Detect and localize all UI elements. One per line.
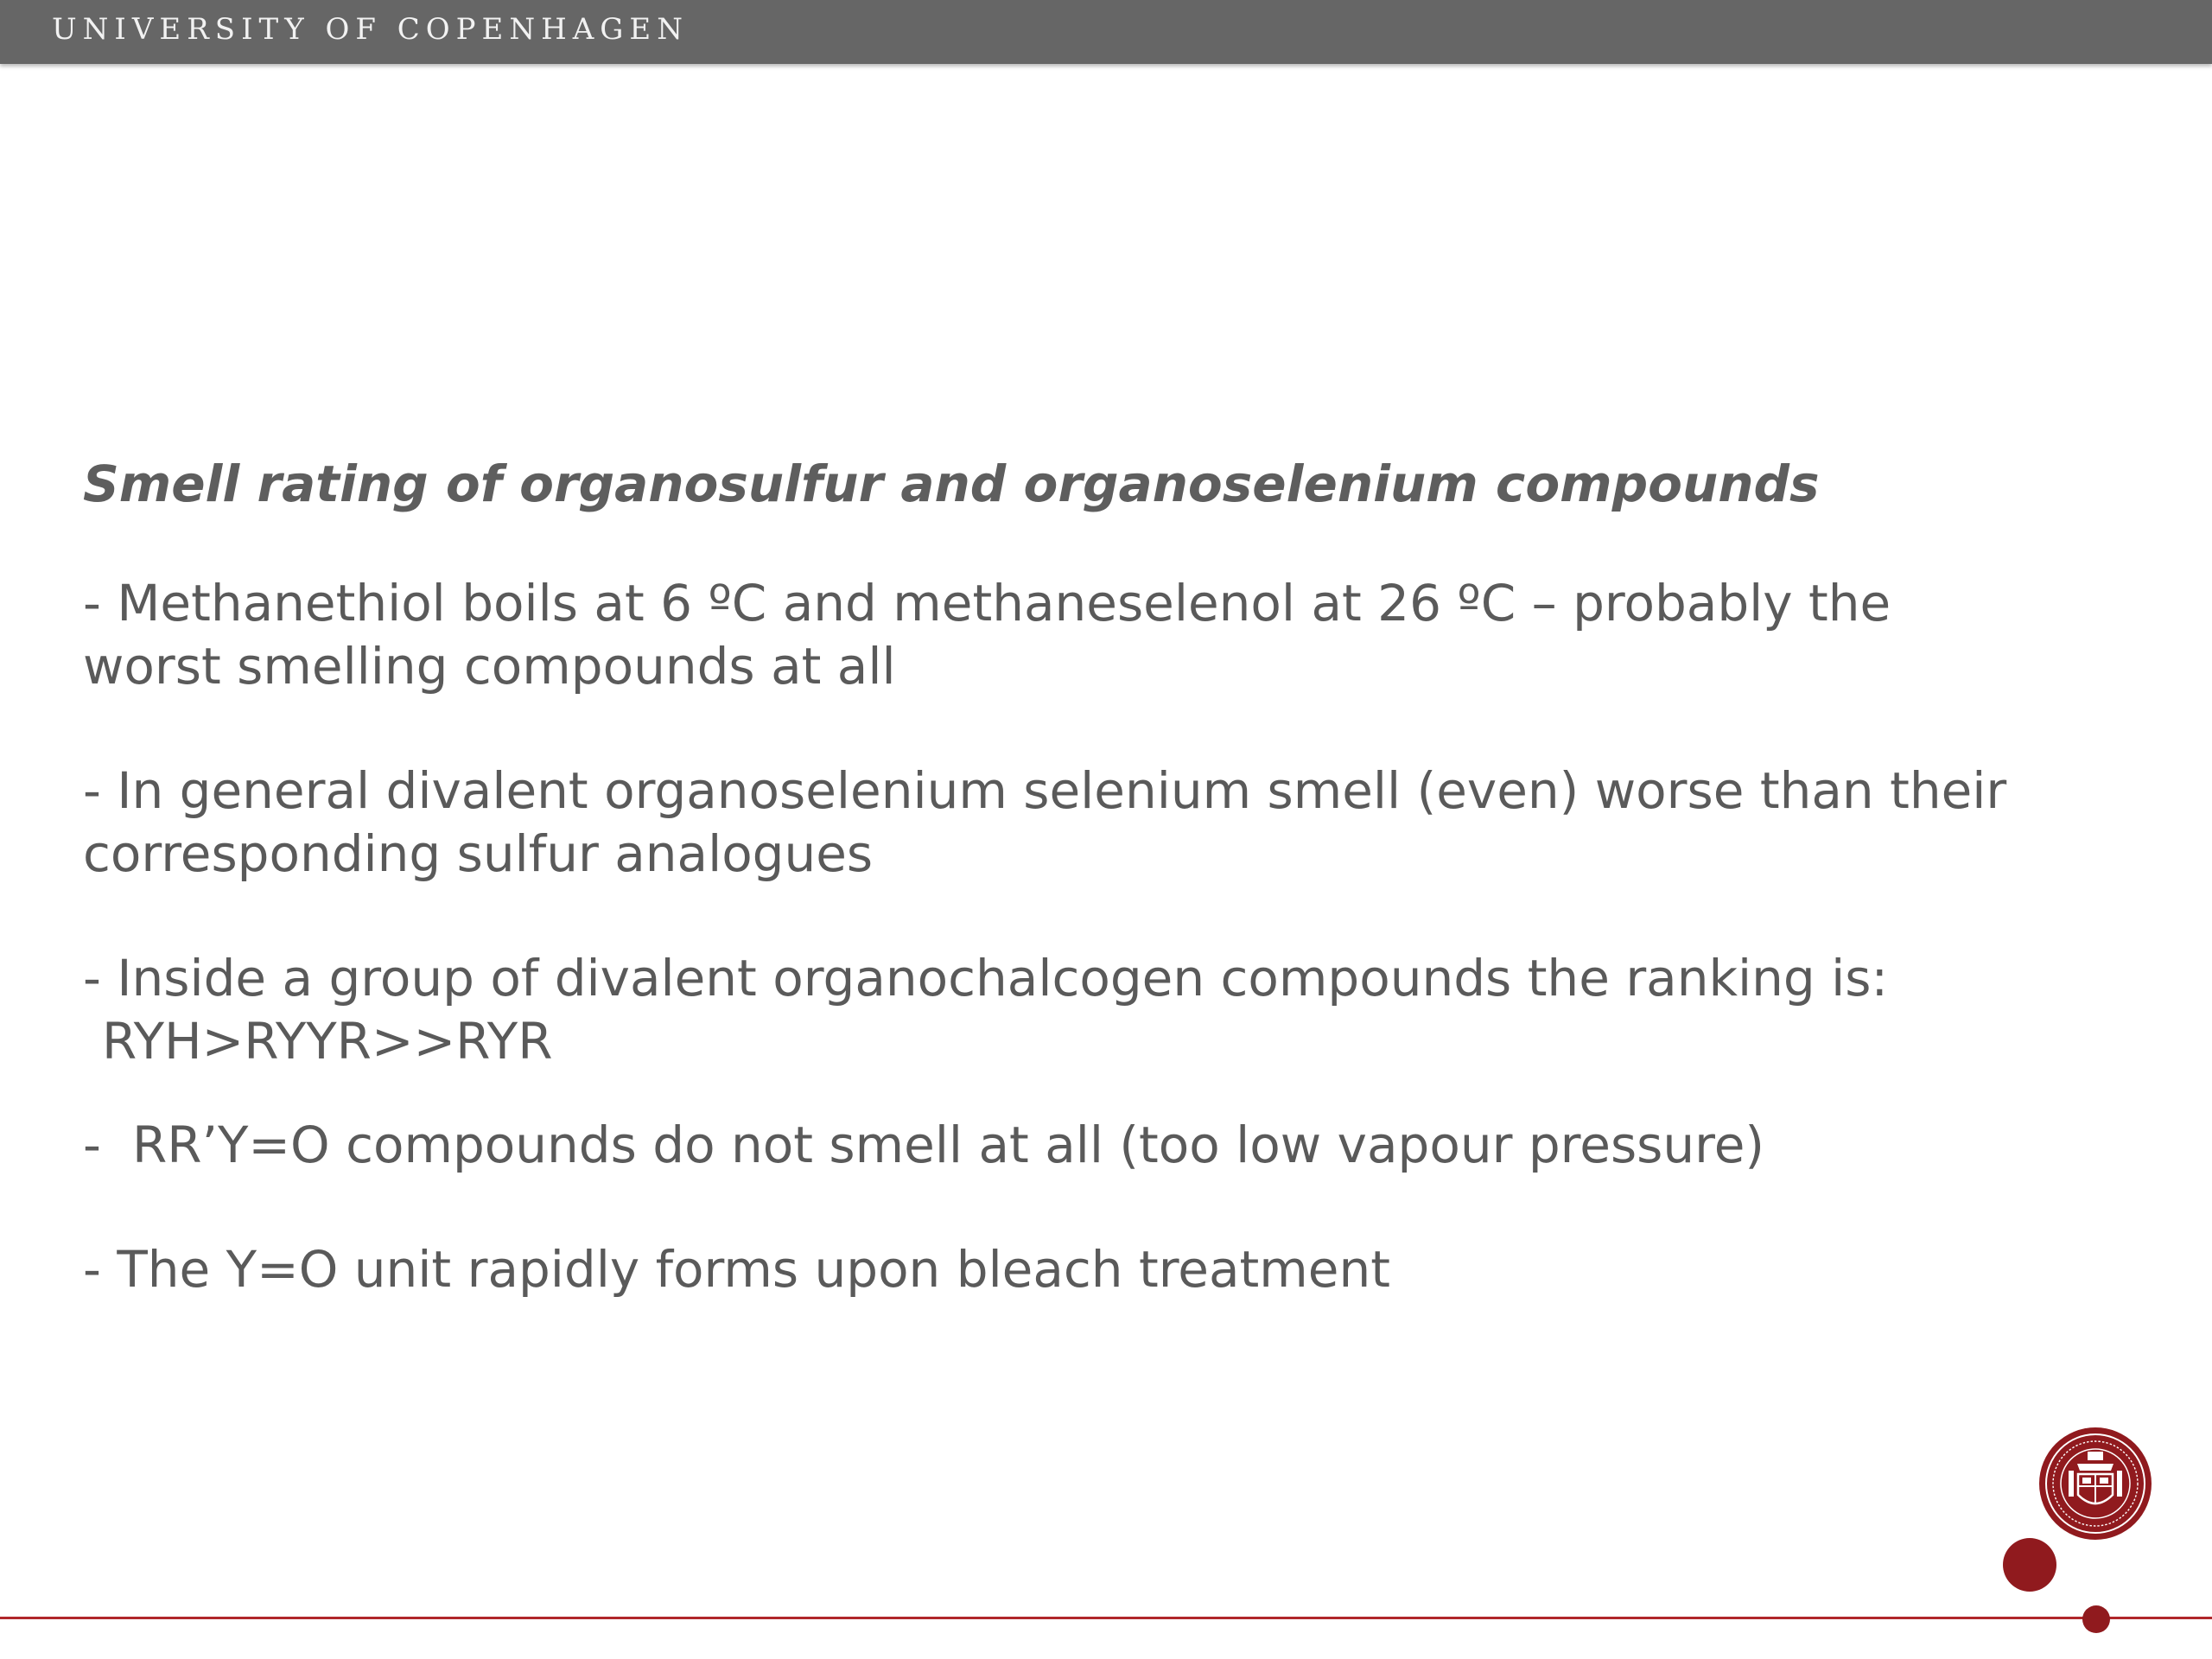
decorative-dot-large — [2003, 1538, 2056, 1592]
bullet-line: - Inside a group of divalent organochalcogen compounds the ranking is: — [83, 949, 1889, 1007]
footer-line — [0, 1617, 2212, 1619]
bullet-item-1 — [83, 572, 2157, 698]
bullet-dash: - — [83, 1116, 101, 1174]
bullet-item-4 — [83, 1114, 2157, 1177]
bullet-item-5 — [83, 1238, 2157, 1301]
bullet-item-2 — [83, 760, 2157, 886]
decorative-dot-small — [2082, 1605, 2110, 1633]
bullet-line: - In general divalent organoselenium selenium smell (even) worse than their — [83, 761, 2007, 820]
institution-name: UNIVERSITY OF COPENHAGEN — [52, 12, 690, 47]
bullet-line: - The Y=O unit rapidly forms upon bleach treatment — [83, 1240, 1390, 1299]
bullet-text: RR’Y=O compounds do not smell at all (too low vapour pressure) — [131, 1116, 1765, 1174]
bullet-line: corresponding sulfur analogues — [83, 824, 874, 883]
header-bar — [0, 0, 2212, 64]
slide-content — [83, 449, 2157, 1301]
bullet-line: - Methanethiol boils at 6 ºC and methaneselenol at 26 ºC – probably the — [83, 574, 1891, 632]
bullet-item-3 — [83, 947, 2157, 1073]
slide-title: Smell rating of organosulfur and organoselenium compounds — [83, 454, 1820, 513]
ranking-formula: RYH>RYYR>>RYR — [102, 1012, 553, 1071]
university-seal-icon — [2037, 1426, 2153, 1541]
bullet-line: worst smelling compounds at all — [83, 637, 896, 696]
